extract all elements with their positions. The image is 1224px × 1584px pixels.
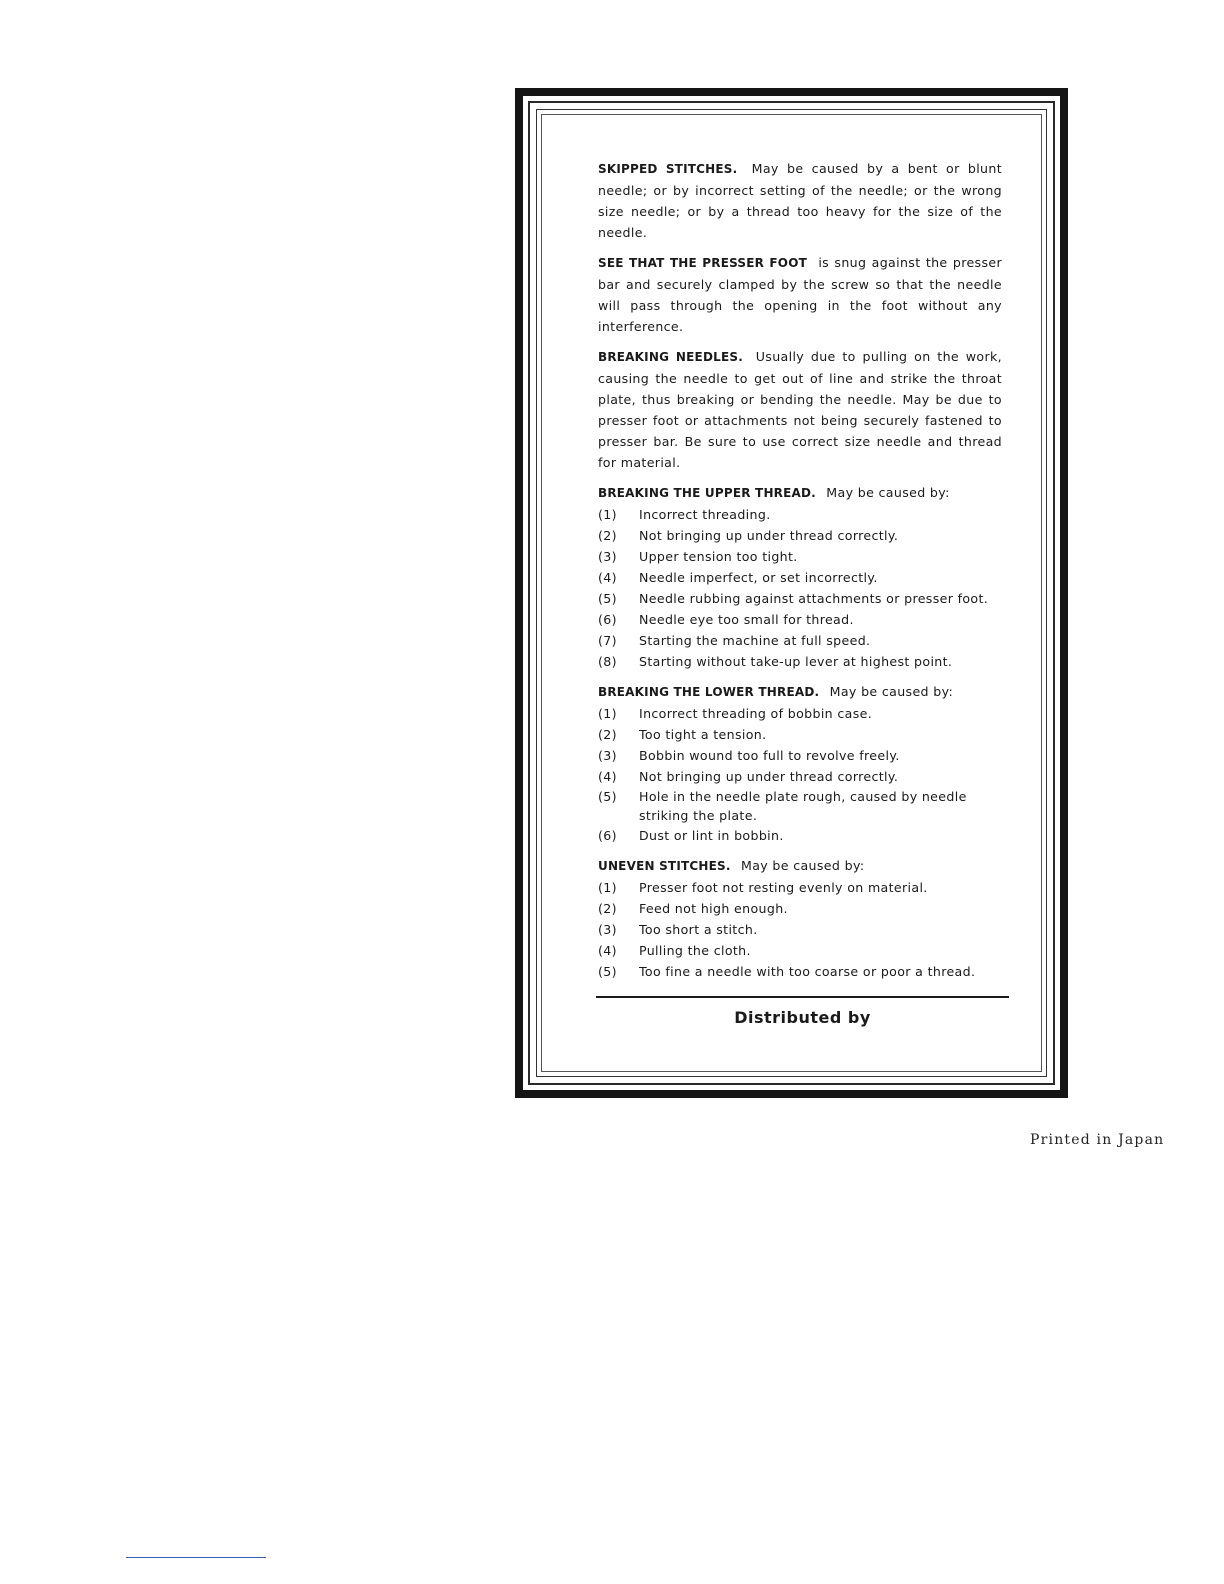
item-text: Too fine a needle with too coarse or poor a thread. (639, 964, 976, 979)
cause-list (598, 703, 1002, 846)
item-text: Starting without take-up lever at highest point. (639, 654, 953, 669)
item-text: Feed not high enough. (639, 901, 788, 916)
item-number: (1) (598, 706, 617, 721)
list-item (598, 898, 1002, 919)
section-text: is snug against the presser bar and securely clamped by the screw so that the needle will pass through the opening in the foot without any interference. (598, 255, 1002, 334)
item-number: (2) (598, 901, 617, 916)
section-presser-foot (598, 252, 1002, 337)
item-text: Needle eye too small for thread. (639, 612, 854, 627)
distributed-by-label: Distributed by (734, 1008, 871, 1027)
item-number: (3) (598, 922, 617, 937)
section-lower-thread (598, 681, 1002, 846)
cause-list (598, 877, 1002, 982)
section-text: May be caused by a bent or blunt needle; or by incorrect setting of the needle; or the wrong size needle; or by a thread too heavy for the size of the needle. (598, 161, 1003, 240)
item-number: (5) (598, 964, 617, 979)
bottom-divider (126, 1557, 266, 1558)
section-heading: SEE THAT THE PRESSER FOOT (598, 256, 807, 270)
item-text: Starting the machine at full speed. (639, 633, 871, 648)
item-text: Needle rubbing against attachments or presser foot. (639, 591, 989, 606)
item-text: Not bringing up under thread correctly. (639, 528, 899, 543)
item-number: (4) (598, 943, 617, 958)
section-heading: UNEVEN STITCHES. (598, 859, 731, 873)
item-text: Bobbin wound too full to revolve freely. (639, 748, 900, 763)
item-text: Needle imperfect, or set incorrectly. (639, 570, 878, 585)
section-skipped-stitches (598, 158, 1002, 243)
list-item (598, 546, 1002, 567)
list-item (598, 567, 1002, 588)
item-text: Dust or lint in bobbin. (639, 828, 784, 843)
section-upper-thread (598, 482, 1002, 672)
list-item (598, 940, 1002, 961)
item-number: (6) (598, 828, 617, 843)
section-breaking-needles (598, 346, 1002, 473)
list-item (598, 651, 1002, 672)
section-intro: May be caused by: (829, 684, 954, 699)
list-item (598, 787, 1002, 825)
item-number: (5) (598, 789, 617, 804)
section-uneven-stitches (598, 855, 1002, 982)
list-item (598, 724, 1002, 745)
item-number: (4) (598, 769, 617, 784)
list-item (598, 961, 1002, 982)
section-heading: BREAKING THE LOWER THREAD. (598, 685, 820, 699)
list-item (598, 630, 1002, 651)
item-text: Pulling the cloth. (639, 943, 751, 958)
list-item (598, 766, 1002, 787)
item-text: Incorrect threading of bobbin case. (639, 706, 873, 721)
item-number: (2) (598, 727, 617, 742)
cause-list (598, 504, 1002, 672)
item-number: (1) (598, 880, 617, 895)
list-item (598, 609, 1002, 630)
item-text: Hole in the needle plate rough, caused by needle striking the plate. (639, 789, 967, 823)
item-number: (5) (598, 591, 617, 606)
troubleshooting-content (598, 158, 1002, 991)
list-item (598, 877, 1002, 898)
item-number: (1) (598, 507, 617, 522)
section-intro: May be caused by: (826, 485, 950, 500)
section-intro: May be caused by: (740, 858, 865, 873)
section-heading: BREAKING NEEDLES. (598, 350, 743, 364)
item-number: (4) (598, 570, 617, 585)
item-number: (3) (598, 748, 617, 763)
list-item (598, 703, 1002, 724)
item-text: Not bringing up under thread correctly. (639, 769, 899, 784)
item-text: Incorrect threading. (639, 507, 771, 522)
item-text: Presser foot not resting evenly on material. (639, 880, 928, 895)
item-number: (6) (598, 612, 617, 627)
item-number: (3) (598, 549, 617, 564)
divider-rule (596, 996, 1009, 998)
list-item (598, 588, 1002, 609)
list-item (598, 504, 1002, 525)
section-text: Usually due to pulling on the work, causing the needle to get out of line and strike the throat plate, thus breaking or bending the needle. May be due to presser foot or attachments not being securely fastened to presser bar. Be sure to use correct size needle and thread for material. (598, 349, 1002, 470)
list-item (598, 745, 1002, 766)
list-item (598, 919, 1002, 940)
section-heading: BREAKING THE UPPER THREAD. (598, 486, 816, 500)
list-item (598, 525, 1002, 546)
item-text: Too tight a tension. (639, 727, 767, 742)
section-heading: SKIPPED STITCHES. (598, 162, 738, 176)
item-number: (2) (598, 528, 617, 543)
item-text: Too short a stitch. (639, 922, 758, 937)
item-number: (8) (598, 654, 617, 669)
item-number: (7) (598, 633, 617, 648)
list-item (598, 825, 1002, 846)
item-text: Upper tension too tight. (639, 549, 798, 564)
printed-in-label: Printed in Japan (1030, 1132, 1165, 1148)
